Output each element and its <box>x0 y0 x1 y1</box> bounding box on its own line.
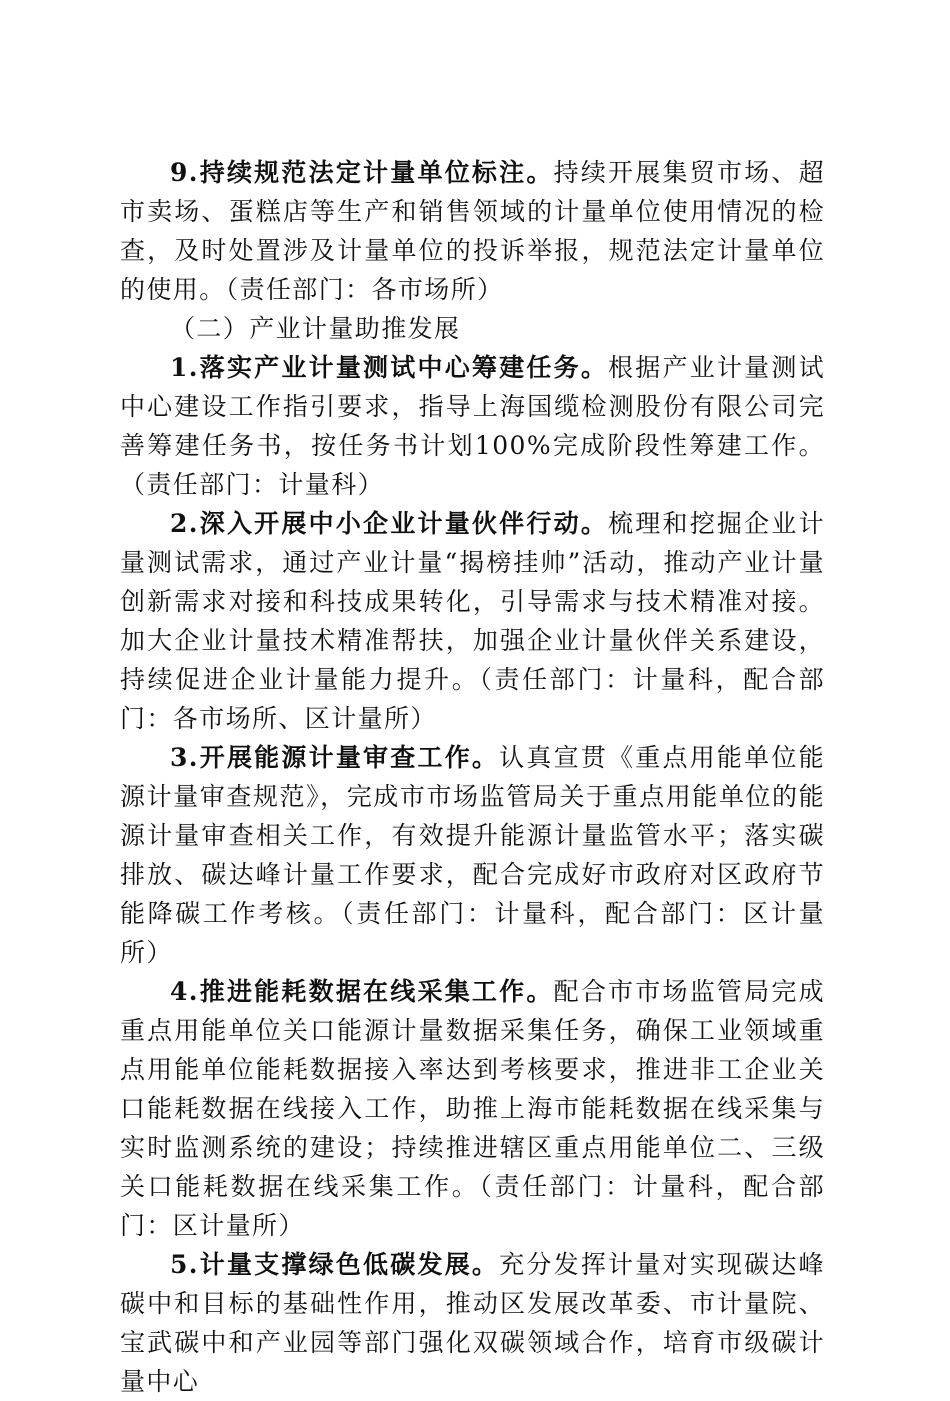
paragraph-heading: 5.计量支撑绿色低碳发展。 <box>170 1250 500 1279</box>
paragraph-heading: 9.持续规范法定计量单位标注。 <box>170 158 554 187</box>
paragraph-item-5 <box>120 1245 825 1401</box>
paragraph-item-3 <box>120 738 825 972</box>
paragraph-item-9 <box>120 153 825 309</box>
paragraph-heading: 1.落实产业计量测试中心筹建任务。 <box>170 353 609 382</box>
paragraph-item-2 <box>120 504 825 738</box>
paragraph-item-1 <box>120 348 825 504</box>
paragraph-heading: 3.开展能源计量审查工作。 <box>170 743 500 772</box>
paragraph-text: 梳理和挖掘企业计量测试需求，通过产业计量“揭榜挂帅”活动，推动产业计量创新需求对接和科技成果转化，引导需求与技术精准对接。加大企业计量技术精准帮扶，加强企业计量伙伴关系建设，持续促进企业计量能力提升。（责任部门：计量科，配合部门：各市场所、区计量所） <box>120 509 825 733</box>
paragraph-text: 充分发挥计量对实现碳达峰碳中和目标的基础性作用，推动区发展改革委、市计量院、宝武碳中和产业园等部门强化双碳领域合作，培育市级碳计量中心 <box>120 1250 825 1396</box>
paragraph-heading: 2.深入开展中小企业计量伙伴行动。 <box>170 509 609 538</box>
paragraph-text: 配合市市场监管局完成重点用能单位关口能源计量数据采集任务，确保工业领域重点用能单位能耗数据接入率达到考核要求，推进非工企业关口能耗数据在线接入工作，助推上海市能耗数据在线采集与实时监测系统的建设；持续推进辖区重点用能单位二、三级关口能耗数据在线采集工作。（责任部门：计量科，配合部门：区计量所） <box>120 977 825 1240</box>
paragraph-text: 认真宣贯《重点用能单位能源计量审查规范》，完成市市场监管局关于重点用能单位的能源计量审查相关工作，有效提升能源计量监管水平；落实碳排放、碳达峰计量工作要求，配合完成好市政府对区政府节能降碳工作考核。（责任部门：计量科，配合部门：区计量所） <box>120 743 825 967</box>
section-title: （二）产业计量助推发展 <box>170 314 461 343</box>
paragraph-text: 持续开展集贸市场、超市卖场、蛋糕店等生产和销售领域的计量单位使用情况的检查，及时处置涉及计量单位的投诉举报，规范法定计量单位的使用。（责任部门：各市场所） <box>120 158 825 304</box>
paragraph-text: 根据产业计量测试中心建设工作指引要求，指导上海国缆检测股份有限公司完善筹建任务书，按任务书计划100%完成阶段性筹建工作。（责任部门：计量科） <box>120 353 825 499</box>
document-body <box>120 153 825 1401</box>
paragraph-item-4 <box>120 972 825 1245</box>
paragraph-heading: 4.推进能耗数据在线采集工作。 <box>170 977 554 1006</box>
